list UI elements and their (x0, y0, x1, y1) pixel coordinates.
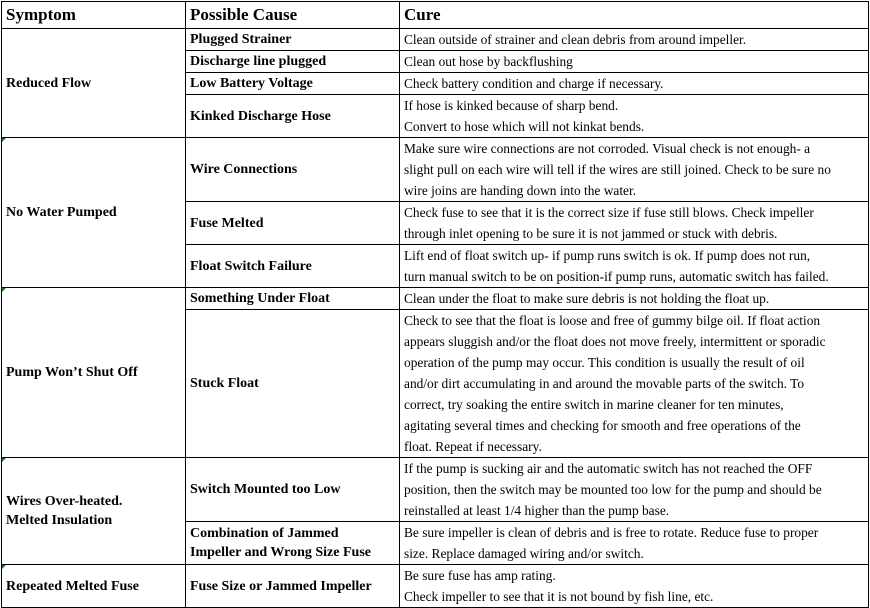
table-row (2, 138, 869, 202)
cure-cell (400, 51, 869, 73)
cure-cell (400, 202, 869, 245)
symptom-cell (2, 29, 186, 138)
symptom-cell (2, 138, 186, 288)
symptom-label: Reduced Flow (6, 75, 92, 91)
cause-cell: Stuck Float (186, 310, 400, 458)
cause-cell: Float Switch Failure (186, 245, 400, 288)
cure-cell (400, 29, 869, 51)
cure-line: size. Replace damaged wiring and/or switch. (404, 546, 644, 561)
cure-line: agitating several times and checking for smooth and free operations of the (404, 418, 801, 433)
header-cure: Cure (400, 2, 869, 29)
symptom-cell (2, 288, 186, 458)
cure-line: If the pump is sucking air and the automatic switch has not reached the OFF (404, 461, 813, 476)
cause-cell: Discharge line plugged (186, 51, 400, 73)
cure-cell (400, 245, 869, 288)
cure-line: Check impeller to see that it is not bound by fish line, etc. (404, 589, 714, 604)
cure-cell (400, 522, 869, 565)
cure-line: Clean outside of strainer and clean debris from around impeller. (404, 32, 747, 47)
cause-line: Impeller and Wrong Size Fuse (190, 545, 371, 560)
cause-line: Combination of Jammed (190, 526, 339, 541)
cure-line: Clean under the float to make sure debris is not holding the float up. (404, 291, 770, 306)
symptom-label: Repeated Melted Fuse (6, 578, 139, 594)
cause-cell: Wire Connections (186, 138, 400, 202)
cause-cell (186, 522, 400, 565)
cure-line: position, then the switch may be mounted too low for the pump and should be (404, 482, 822, 497)
cure-line: Be sure impeller is clean of debris and is free to rotate. Reduce fuse to proper (404, 525, 819, 540)
symptom-label: Pump Won’t Shut Off (6, 365, 138, 380)
table-row (2, 565, 869, 608)
cure-line: Clean out hose by backflushing (404, 54, 573, 69)
cure-cell (400, 565, 869, 608)
cure-cell (400, 73, 869, 95)
troubleshooting-table (1, 1, 869, 608)
symptom-label: No Water Pumped (6, 205, 117, 220)
cure-line: Check fuse to see that it is the correct size if fuse still blows. Check impeller (404, 205, 814, 220)
cure-cell (400, 310, 869, 458)
cure-line: correct, try soaking the entire switch in marine cleaner for ten minutes, (404, 397, 784, 412)
cure-line: slight pull on each wire will tell if the wires are still joined. Check to be sure no (404, 162, 831, 177)
cure-cell (400, 138, 869, 202)
cure-cell (400, 458, 869, 522)
cure-line: through inlet opening to be sure it is not jammed or stuck with debris. (404, 226, 778, 241)
symptom-cell (2, 565, 186, 608)
cell-corner-marker (2, 288, 6, 292)
cure-line: and/or dirt accumulating in and around the movable parts of the switch. To (404, 376, 805, 391)
cure-line: turn manual switch to be on position-if pump runs, automatic switch has failed. (404, 269, 829, 284)
cure-line: Be sure fuse has amp rating. (404, 568, 556, 583)
cell-corner-marker (2, 458, 6, 462)
cure-line: Check to see that the float is loose and free of gummy bilge oil. If float action (404, 313, 821, 328)
cure-line: reinstalled at least 1/4 higher than the pump base. (404, 503, 670, 518)
table-row (2, 458, 869, 522)
cure-cell (400, 95, 869, 138)
symptom-cell (2, 458, 186, 565)
cause-cell: Fuse Melted (186, 202, 400, 245)
cure-line: Make sure wire connections are not corroded. Visual check is not enough- a (404, 141, 811, 156)
cause-cell: Kinked Discharge Hose (186, 95, 400, 138)
cell-corner-marker (2, 565, 6, 569)
header-cause: Possible Cause (186, 2, 400, 29)
symptom-label: Wires Over-heated. (6, 494, 123, 509)
header-symptom: Symptom (2, 2, 186, 29)
cure-line: Convert to hose which will not kinkat bends. (404, 119, 645, 134)
symptom-label: Melted Insulation (6, 513, 113, 528)
cure-line: Lift end of float switch up- if pump runs switch is ok. If pump does not run, (404, 248, 811, 263)
header-row (2, 2, 869, 29)
cure-line: operation of the pump may occur. This condition is usually the result of oil (404, 355, 805, 370)
cure-cell (400, 288, 869, 310)
cause-cell: Low Battery Voltage (186, 73, 400, 95)
cause-cell: Something Under Float (186, 288, 400, 310)
cell-corner-marker (2, 138, 6, 142)
table-row (2, 29, 869, 51)
cure-line: If hose is kinked because of sharp bend. (404, 98, 619, 113)
cure-line: float. Repeat if necessary. (404, 439, 542, 454)
cure-line: Check battery condition and charge if necessary. (404, 76, 664, 91)
table-row (2, 288, 869, 310)
cause-cell: Switch Mounted too Low (186, 458, 400, 522)
cure-line: appears sluggish and/or the float does not move freely, intermittent or sporadic (404, 334, 826, 349)
cause-cell: Fuse Size or Jammed Impeller (186, 565, 400, 608)
cure-line: wire joins are handing down into the water. (404, 183, 637, 198)
cause-cell: Plugged Strainer (186, 29, 400, 51)
